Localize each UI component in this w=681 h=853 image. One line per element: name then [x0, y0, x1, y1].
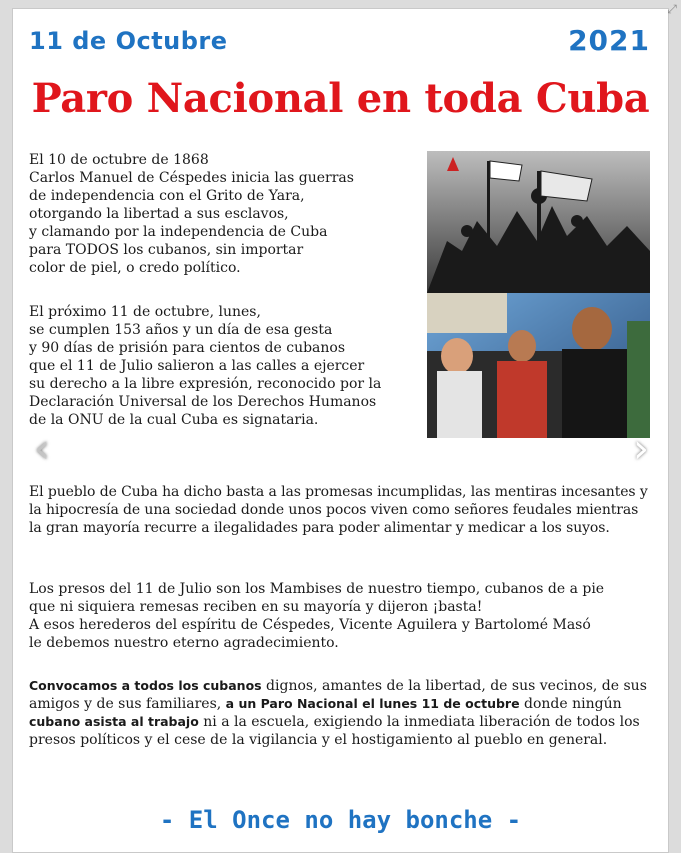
photo-collage: [427, 151, 650, 438]
call-bold-2: a un Paro Nacional el lunes 11 de octubre: [225, 696, 520, 711]
call-text-3: ni a la escuela, exigiendo la inmediata liberación de todos los presos políticos y el cese de la vigilancia y el hostigamiento al pueblo en general.: [29, 714, 640, 748]
photo-collage-illustration: [427, 151, 650, 438]
call-bold-3: cubano asista al trabajo: [29, 714, 199, 729]
year-heading: 2021: [568, 24, 650, 57]
engraving-flag-small: [490, 161, 522, 181]
call-text-1: dignos, amantes de la libertad, de sus vecinos, de sus amigos y de sus familiares,: [29, 678, 647, 712]
next-arrow-icon[interactable]: ›: [633, 426, 649, 472]
call-bold-1: Convocamos a todos los cubanos: [29, 678, 262, 693]
previous-arrow-icon[interactable]: ‹: [34, 426, 50, 472]
paragraph-call-to-action: [29, 677, 656, 749]
paragraph-history: El 10 de octubre de 1868 Carlos Manuel de Céspedes inicia las guerras de independencia con el Grito de Yara, otorgando la libertad a sus esclavos, y clamando por la independencia de Cuba para TODOS los cubanos, sin importar color de piel, o credo político.: [29, 152, 354, 276]
expand-icon[interactable]: ⤢: [667, 2, 677, 16]
paragraph-people: El pueblo de Cuba ha dicho basta a las promesas incumplidas, las mentiras incesantes y la hipocresía de una sociedad donde unos pocos viven como señores feudales mientras la gran mayoría recurre a ilegalidades para poder alimentar y medicar a los suyos.: [29, 484, 648, 536]
flyer-page: [12, 8, 669, 853]
paragraph-anniversary: El próximo 11 de octubre, lunes, se cumplen 153 años y un día de esa gesta y 90 días de prisión para cientos de cubanos que el 11 de Julio salieron a las calles a ejercer su derecho a la libre expresión, reconocido por la Declaración Universal de los Derechos Humanos de la ONU de la cual Cuba es signataria.: [29, 304, 382, 428]
protest-building: [427, 293, 507, 333]
footer-slogan: - El Once no hay bonche -: [159, 806, 522, 834]
paragraph-prisoners: Los presos del 11 de Julio son los Mambises de nuestro tiempo, cubanos de a pie que ni siquiera remesas reciben en su mayoría y dijeron ¡basta! A esos herederos del espíritu de Céspedes, Vicente Aguilera y Bartolomé Masó le debemos nuestro eterno agradecimiento.: [29, 581, 605, 651]
call-text-2: donde ningún: [519, 696, 622, 712]
date-heading: 11 de Octubre: [29, 27, 228, 55]
headline: Paro Nacional en toda Cuba: [31, 75, 650, 122]
